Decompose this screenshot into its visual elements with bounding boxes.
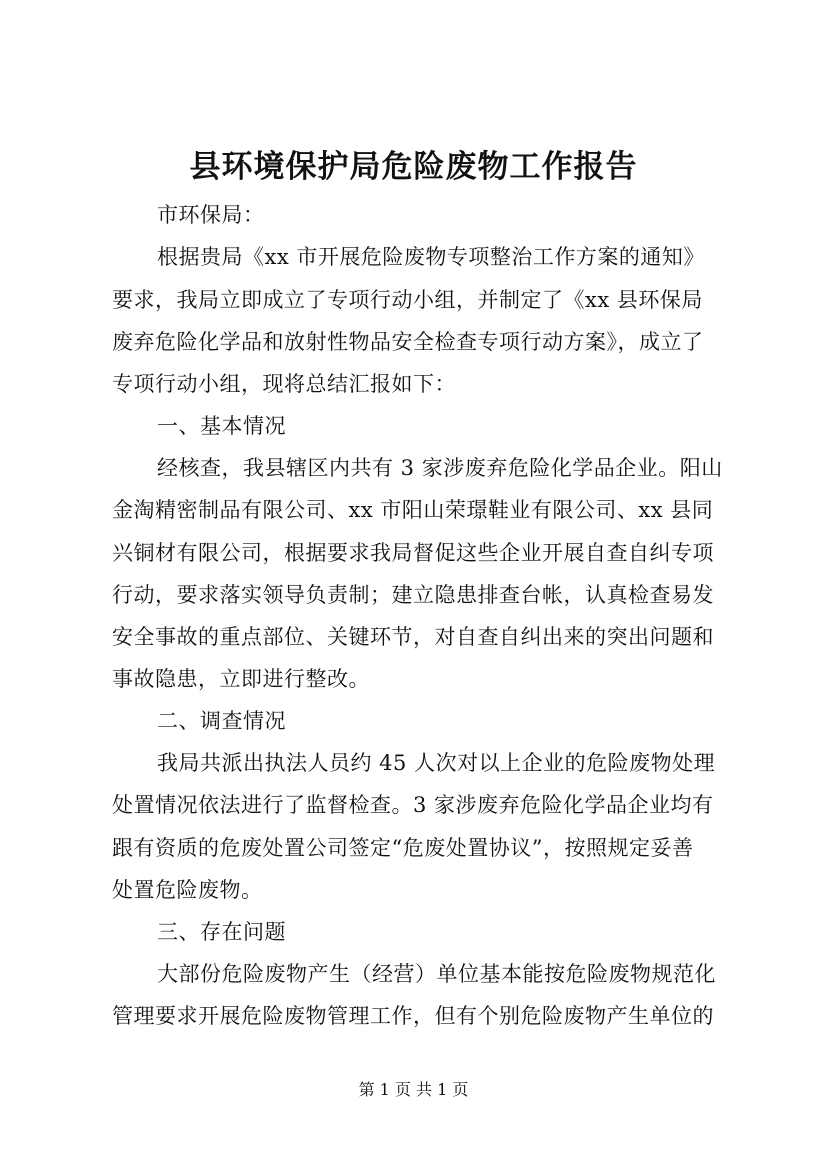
section-heading-problems: 三、存在问题 [157, 920, 286, 944]
intro-line-1: 根据贵局《xx 市开展危险废物专项整治工作方案的通知》 [157, 245, 705, 269]
section1-line-2: 金淘精密制品有限公司、xx 市阳山荣璟鞋业有限公司、xx 县同 [112, 498, 714, 522]
section1-line-4: 行动，要求落实领导负责制；建立隐患排查台帐，认真检查易发 [112, 583, 714, 607]
section1-line-6: 事故隐患，立即进行整改。 [112, 667, 370, 691]
section-heading-investigation: 二、调查情况 [157, 709, 286, 733]
section2-line-2: 处置情况依法进行了监督检查。3 家涉废弃危险化学品企业均有 [112, 793, 714, 817]
section2-line-1: 我局共派出执法人员约 45 人次对以上企业的危险废物处理 [157, 751, 716, 775]
section2-line-4: 处置危险废物。 [112, 878, 263, 902]
section-heading-basic: 一、基本情况 [157, 414, 286, 438]
intro-line-4: 专项行动小组，现将总结汇报如下： [112, 372, 456, 396]
section1-line-3: 兴铜材有限公司，根据要求我局督促这些企业开展自查自纠专项 [112, 541, 714, 565]
section1-line-1: 经核查，我县辖区内共有 3 家涉废弃危险化学品企业。阳山 [157, 456, 723, 480]
salutation: 市环保局： [157, 203, 265, 227]
section2-line-3: 跟有资质的危废处置公司签定“危废处置协议”，按照规定妥善 [112, 836, 694, 860]
document-title: 县环境保护局危险废物工作报告 [189, 149, 638, 185]
section3-line-2: 管理要求开展危险废物管理工作，但有个别危险废物产生单位的 [112, 1004, 714, 1028]
page-footer: 第 1 页 共 1 页 [358, 1080, 469, 1099]
section3-line-1: 大部份危险废物产生（经营）单位基本能按危险废物规范化 [157, 962, 716, 986]
intro-line-2: 要求，我局立即成立了专项行动小组，并制定了《xx 县环保局 [112, 288, 703, 312]
section1-line-5: 安全事故的重点部位、关键环节，对自查自纠出来的突出问题和 [112, 625, 714, 649]
intro-line-3: 废弃危险化学品和放射性物品安全检查专项行动方案》，成立了 [112, 330, 704, 354]
